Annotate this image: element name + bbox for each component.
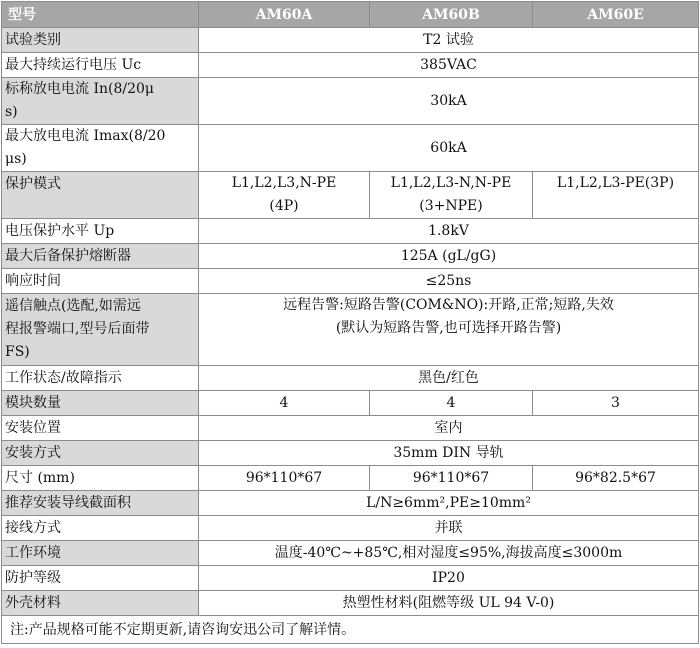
label-mounting: 安装方式 (2, 441, 199, 466)
value-environment: 温度-40℃~+85℃,相对湿度≤95%,海拔高度≤3000m (199, 541, 699, 566)
row-mounting (2, 441, 699, 466)
mode-am60b-line2: (3+NPE) (419, 198, 483, 214)
row-environment (2, 541, 699, 566)
value-response: ≤25ns (199, 269, 699, 294)
value-size-am60a: 96*110*67 (199, 466, 370, 491)
mode-am60e-line1: L1,L2,L3-PE(3P) (556, 175, 675, 191)
row-uc (2, 53, 699, 78)
label-imax-line1: 最大放电电流 Imax(8/20 (5, 128, 166, 144)
row-housing (2, 591, 699, 616)
value-remote-line1: 远程告警:短路告警(COM&NO):开路,正常;短路,失效 (283, 297, 614, 313)
row-test-class (2, 28, 699, 53)
label-fuse: 最大后备保护熔断器 (2, 244, 199, 269)
value-connection: 并联 (199, 516, 699, 541)
row-modules (2, 391, 699, 416)
model-am60b-header: AM60B (370, 2, 533, 28)
label-imax (2, 125, 199, 172)
row-imax (2, 125, 699, 172)
row-indicator (2, 366, 699, 391)
label-indicator: 工作状态/故障指示 (2, 366, 199, 391)
footnote: 注:产品规格可能不定期更新,请咨询安迅公司了解详情。 (2, 616, 699, 644)
label-environment: 工作环境 (2, 541, 199, 566)
value-up: 1.8kV (199, 219, 699, 244)
label-in-line2: s) (5, 104, 18, 120)
value-mode-am60e (533, 172, 699, 219)
value-modules-am60e: 3 (533, 391, 699, 416)
value-size-am60e: 96*82.5*67 (533, 466, 699, 491)
spec-table (1, 1, 699, 644)
value-modules-am60b: 4 (370, 391, 533, 416)
label-remote (2, 294, 199, 366)
value-size-am60b: 96*110*67 (370, 466, 533, 491)
value-mode-am60b (370, 172, 533, 219)
label-in-line1: 标称放电电流 In(8/20μ (5, 81, 154, 97)
row-fuse (2, 244, 699, 269)
label-protection: 防护等级 (2, 566, 199, 591)
mode-am60b-line1: L1,L2,L3-N,N-PE (390, 175, 512, 191)
value-mounting: 35mm DIN 导轨 (199, 441, 699, 466)
value-mode-am60a (199, 172, 370, 219)
value-remote-line2: (默认为短路告警,也可选择开路告警) (335, 320, 562, 336)
value-test-class: T2 试验 (199, 28, 699, 53)
row-remote (2, 294, 699, 366)
row-mode (2, 172, 699, 219)
mode-am60a-line2: (4P) (269, 198, 299, 214)
row-response (2, 269, 699, 294)
value-uc: 385VAC (199, 53, 699, 78)
label-remote-line3: FS) (5, 344, 30, 360)
row-note (2, 616, 699, 644)
label-up: 电压保护水平 Up (2, 219, 199, 244)
model-am60e-header: AM60E (533, 2, 699, 28)
row-location (2, 416, 699, 441)
row-up (2, 219, 699, 244)
row-wire (2, 491, 699, 516)
label-location: 安装位置 (2, 416, 199, 441)
label-mode: 保护模式 (2, 172, 199, 219)
row-connection (2, 516, 699, 541)
label-test-class: 试验类别 (2, 28, 199, 53)
value-protection: IP20 (199, 566, 699, 591)
value-remote (199, 294, 699, 366)
row-size (2, 466, 699, 491)
value-wire: L/N≥6mm²,PE≥10mm² (199, 491, 699, 516)
label-size: 尺寸 (mm) (2, 466, 199, 491)
label-housing: 外壳材料 (2, 591, 199, 616)
value-location: 室内 (199, 416, 699, 441)
model-header-label: 型号 (2, 2, 199, 28)
value-housing: 热塑性材料(阻燃等级 UL 94 V-0) (199, 591, 699, 616)
spec-sheet (1, 1, 699, 644)
label-response: 响应时间 (2, 269, 199, 294)
mode-am60a-line1: L1,L2,L3,N-PE (231, 175, 337, 191)
label-remote-line1: 遥信触点(选配,如需远 (5, 298, 141, 314)
value-modules-am60a: 4 (199, 391, 370, 416)
value-imax: 60kA (199, 125, 699, 172)
model-am60a-header: AM60A (199, 2, 370, 28)
row-in (2, 78, 699, 125)
header-row (2, 2, 699, 28)
label-wire: 推荐安装导线截面积 (2, 491, 199, 516)
label-uc: 最大持续运行电压 Uc (2, 53, 199, 78)
value-in: 30kA (199, 78, 699, 125)
label-modules: 模块数量 (2, 391, 199, 416)
label-connection: 接线方式 (2, 516, 199, 541)
label-in (2, 78, 199, 125)
label-remote-line2: 程报警端口,型号后面带 (5, 321, 150, 337)
label-imax-line2: μs) (5, 151, 27, 167)
row-protection (2, 566, 699, 591)
value-fuse: 125A (gL/gG) (199, 244, 699, 269)
value-indicator: 黑色/红色 (199, 366, 699, 391)
